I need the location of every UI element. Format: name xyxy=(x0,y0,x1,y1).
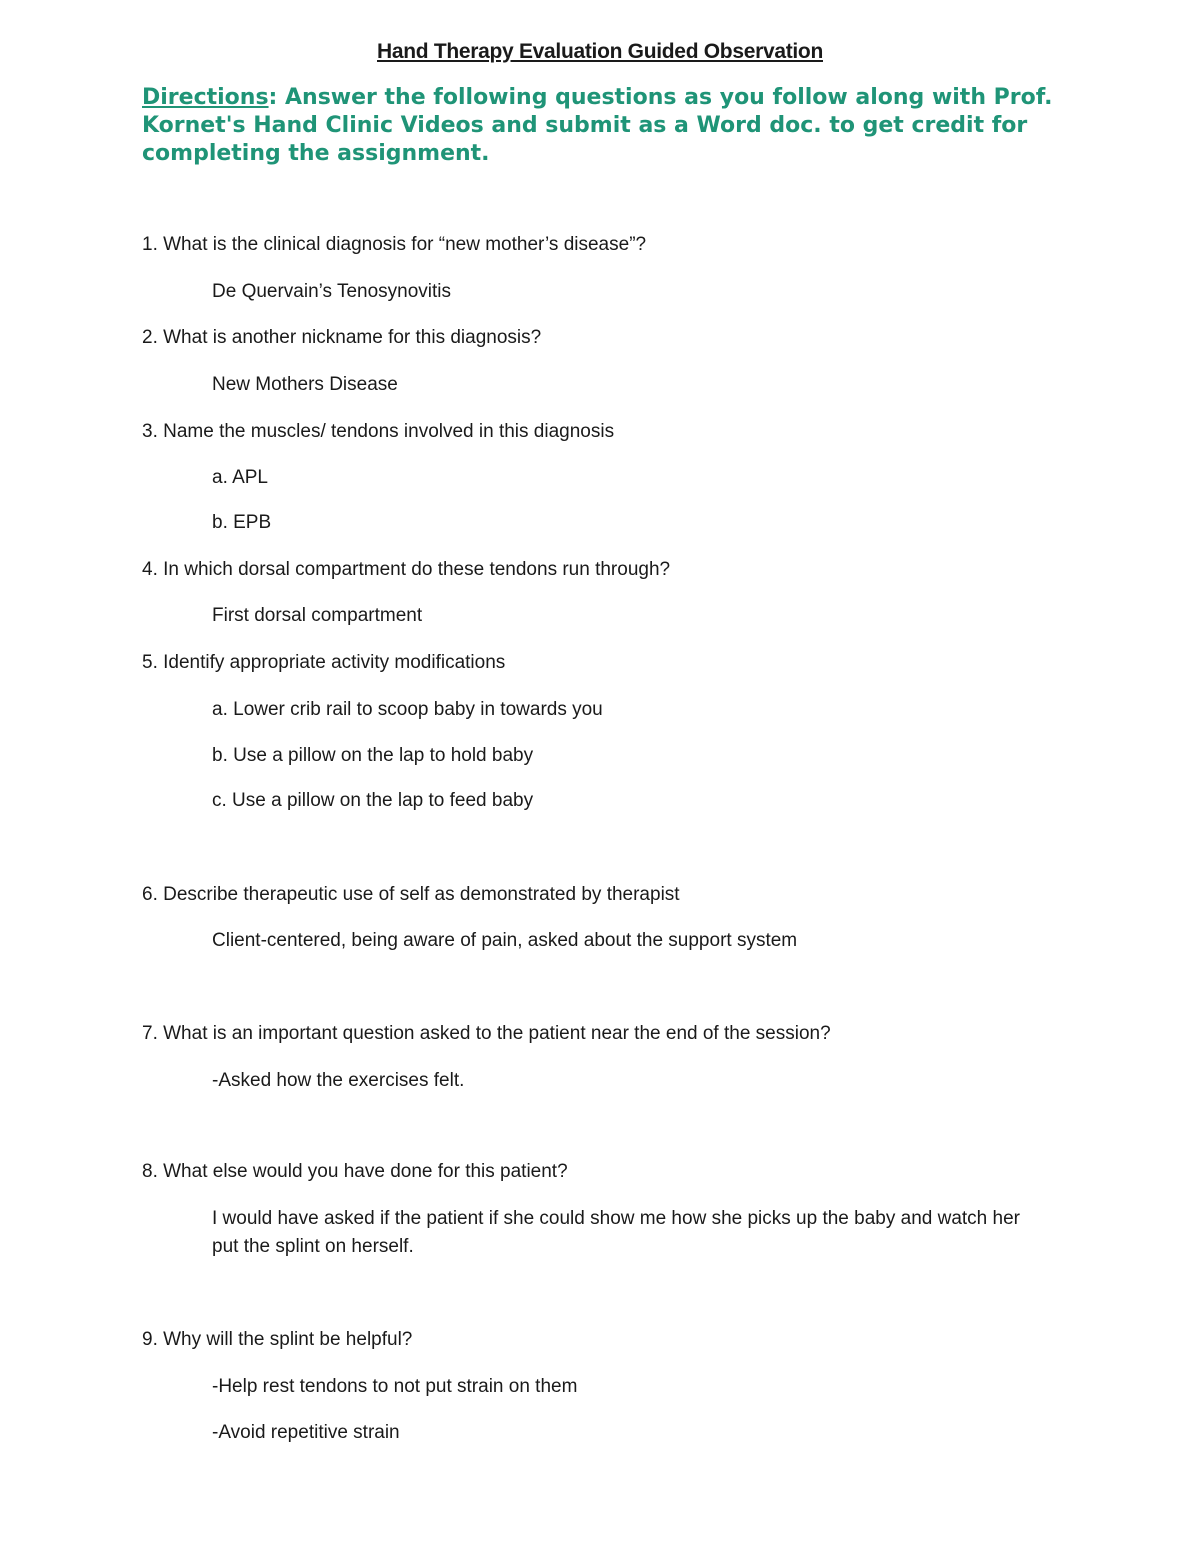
answer-9b: -Avoid repetitive strain xyxy=(212,1422,400,1443)
answer-5c: c. Use a pillow on the lap to feed baby xyxy=(212,790,534,811)
question-5: 5. Identify appropriate activity modifications xyxy=(142,652,506,673)
answer-4: First dorsal compartment xyxy=(212,605,423,626)
question-3: 3. Name the muscles/ tendons involved in this diagnosis xyxy=(142,421,615,442)
question-9: 9. Why will the splint be helpful? xyxy=(142,1329,413,1350)
question-7: 7. What is an important question asked to the patient near the end of the session? xyxy=(142,1023,831,1044)
answer-2: New Mothers Disease xyxy=(212,374,398,395)
directions-label: Directions xyxy=(142,85,269,110)
answer-6: Client-centered, being aware of pain, asked about the support system xyxy=(212,930,798,951)
answer-9a: -Help rest tendons to not put strain on them xyxy=(212,1376,578,1397)
answer-3b: b. EPB xyxy=(212,512,272,533)
question-4: 4. In which dorsal compartment do these tendons run through? xyxy=(142,559,671,580)
question-6: 6. Describe therapeutic use of self as demonstrated by therapist xyxy=(142,884,680,905)
question-1: 1. What is the clinical diagnosis for “new mother’s disease”? xyxy=(142,234,647,255)
question-8: 8. What else would you have done for this patient? xyxy=(142,1161,568,1182)
answer-5a: a. Lower crib rail to scoop baby in towards you xyxy=(212,699,603,720)
document-title: Hand Therapy Evaluation Guided Observation xyxy=(377,40,823,63)
directions-text: : Answer the following questions as you follow along with Prof. Kornet's Hand Clinic Videos and submit as a Word doc. to get credit for completing the assignment. xyxy=(142,85,1053,166)
answer-8: I would have asked if the patient if she could show me how she picks up the baby and watch her put the splint on herself. xyxy=(212,1208,1020,1257)
directions xyxy=(142,84,1062,168)
answer-3a: a. APL xyxy=(212,467,268,488)
answer-7: -Asked how the exercises felt. xyxy=(212,1070,465,1091)
answer-1: De Quervain’s Tenosynovitis xyxy=(212,281,452,302)
question-2: 2. What is another nickname for this diagnosis? xyxy=(142,327,542,348)
answer-5b: b. Use a pillow on the lap to hold baby xyxy=(212,745,534,766)
